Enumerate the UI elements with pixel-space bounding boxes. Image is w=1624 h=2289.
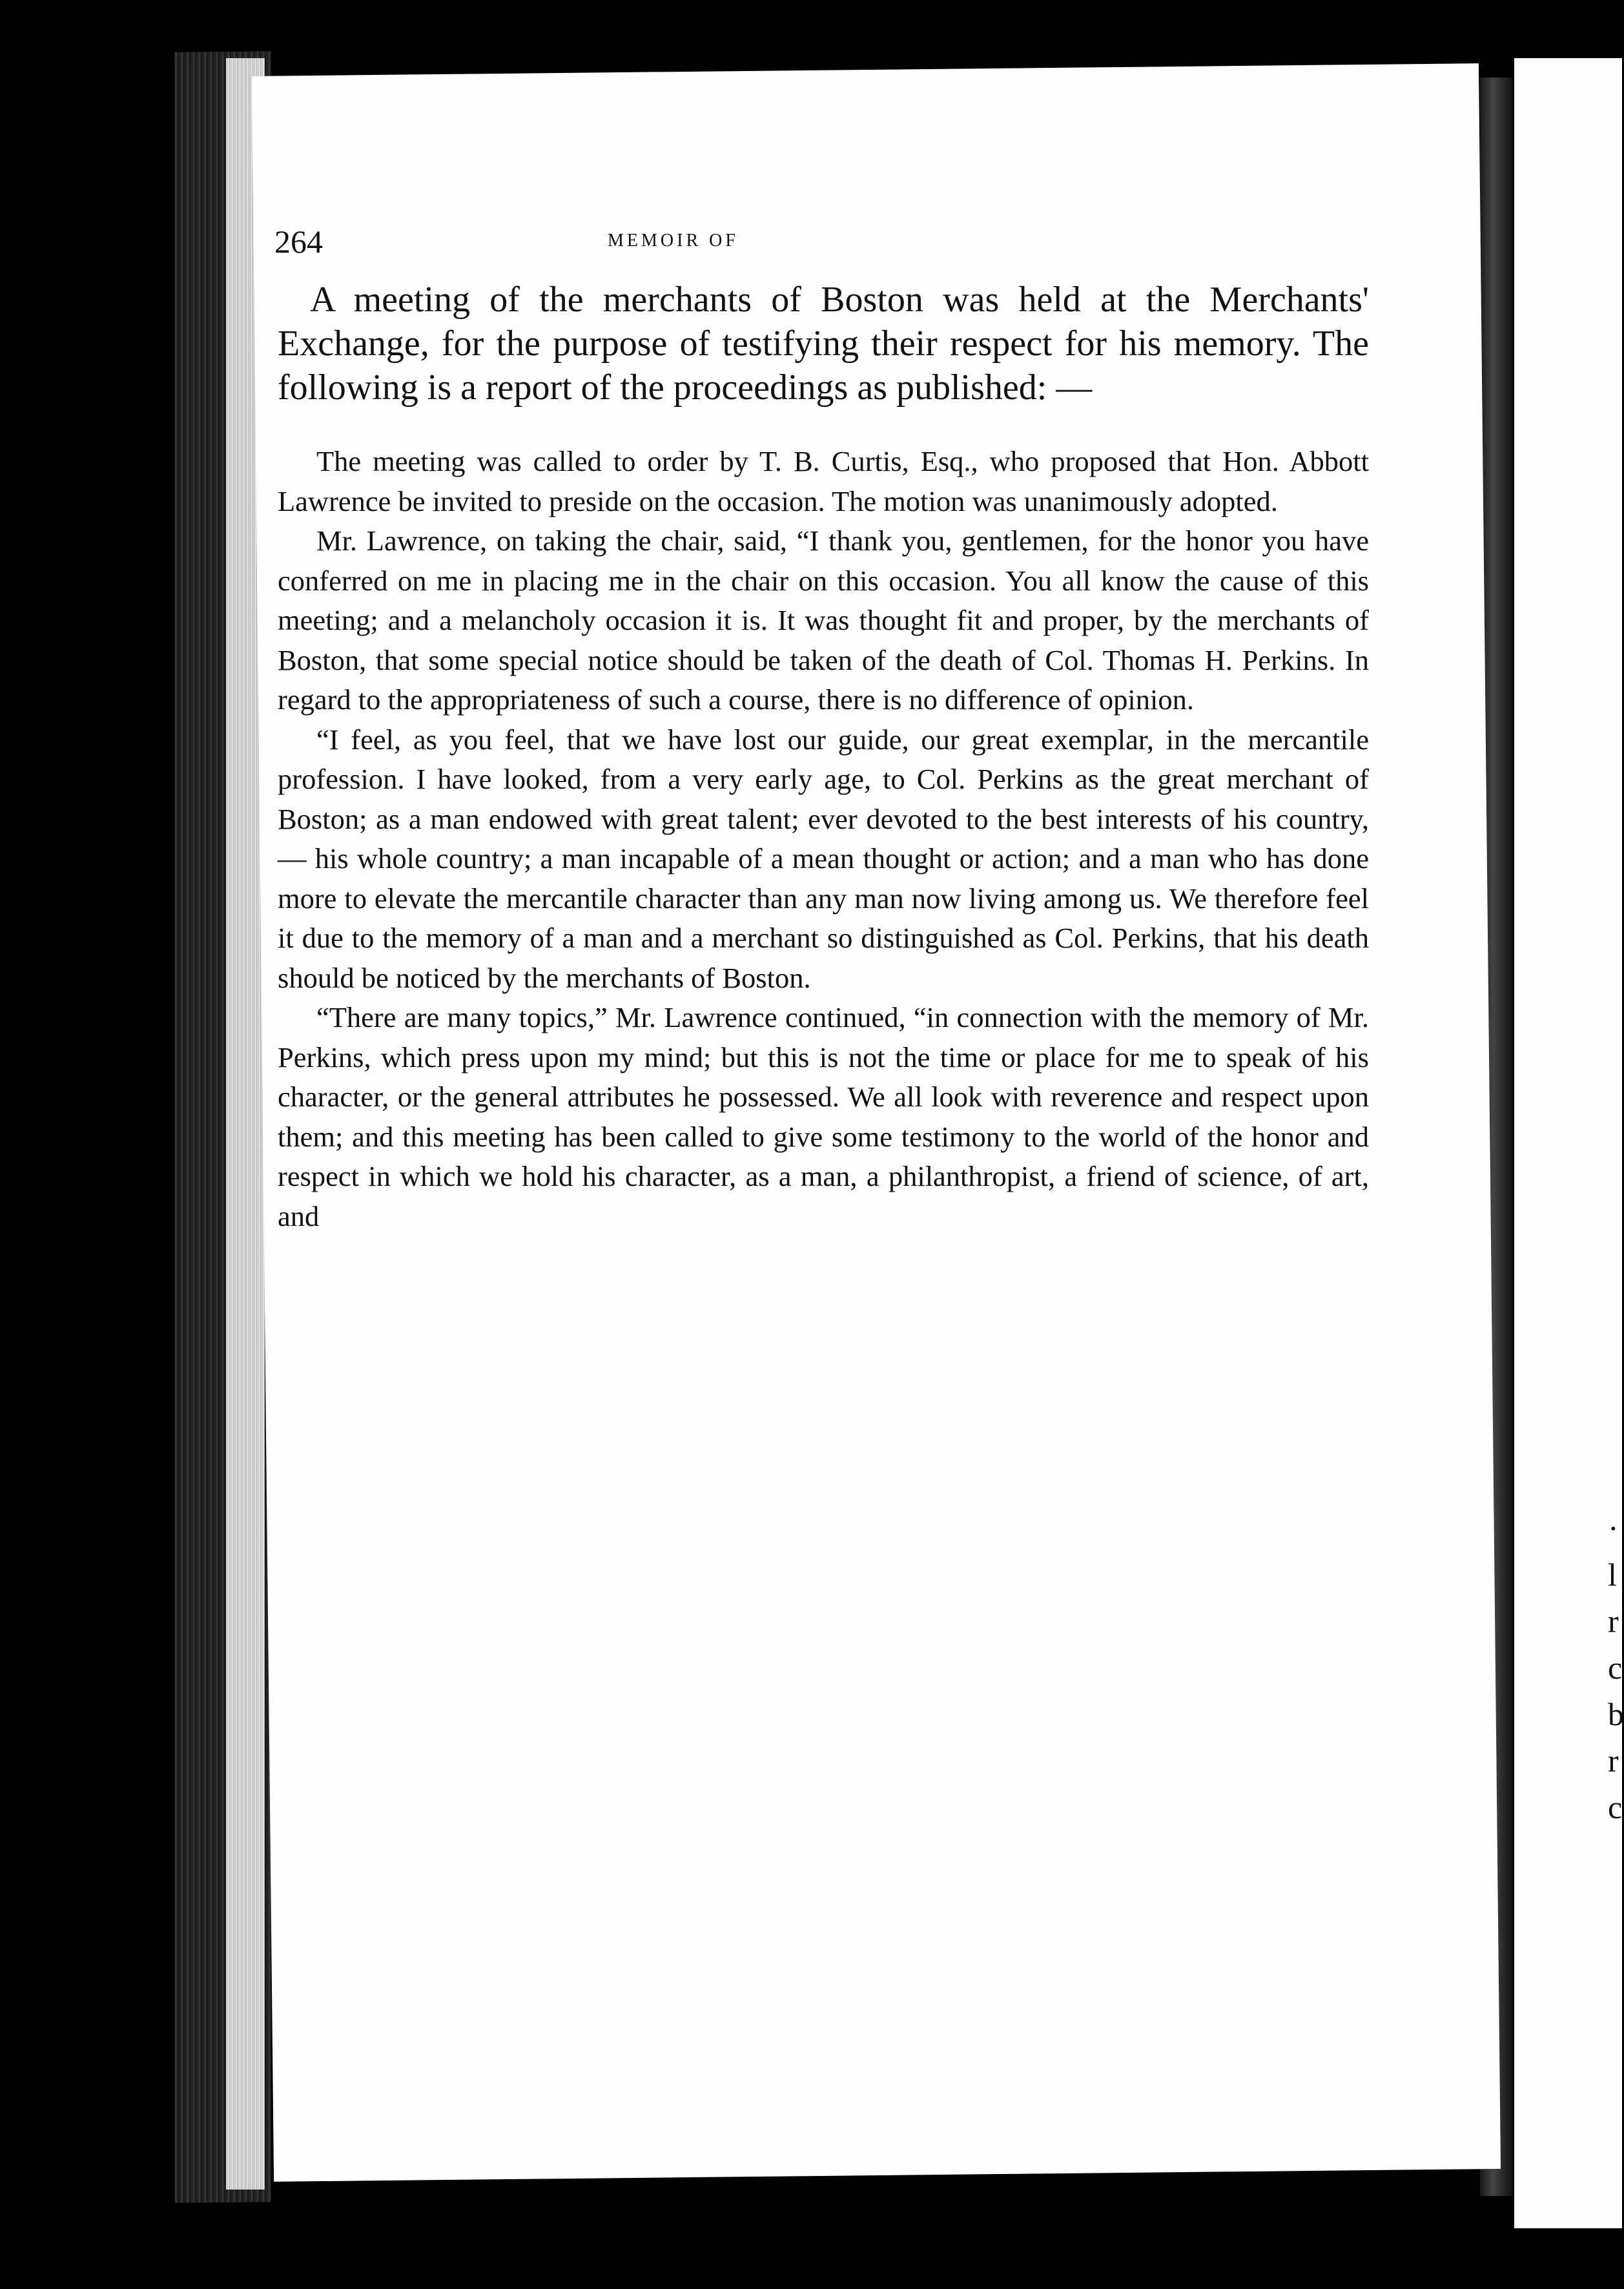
body-paragraph-1: The meeting was called to order by T. B. Curtis, Esq., who proposed that Hon. Abbott Lawrence be invited to preside on the occasion. The motion was unanimously adopted. [278,445,1369,517]
page-body [278,278,1369,1236]
facing-page [1514,58,1622,2228]
body-paragraph-4: “There are many topics,” Mr. Lawrence continued, “in connection with the memory of Mr. Perkins, which press upon my mind; but this is not the time or place for me to speak of his character, or the general attributes he possessed. We all look with reverence and respect upon them; and this meeting has been called to give some testimony to the world of the honor and respect in which we hold his character, as a man, a philanthropist, a friend of science, of art, and [278,1001,1369,1232]
intro-paragraph: A meeting of the merchants of Boston was held at the Merchants' Exchange, for the purpose of testifying their respect for his memory. The following is a report of the proceedings as published: — [278,280,1369,408]
facing-page-text-fragment: · l r c b r c [1608,1510,1624,1825]
body-paragraph-3: “I feel, as you feel, that we have lost our guide, our great exemplar, in the mercantile profession. I have looked, from a very early age, to Col. Perkins as the great merchant of Boston; as a man endowed with great talent; ever devoted to the best interests of his country, — his whole country; a man incapable of a mean thought or action; and a man who has done more to elevate the mercantile character than any man now living among us. We therefore feel it due to the memory of a man and a merchant so distinguished as Col. Perkins, that his death should be noticed by the merchants of Boston. [278,723,1369,994]
body-paragraph-2: Mr. Lawrence, on taking the chair, said, “I thank you, gentlemen, for the honor you have conferred on me in placing me in the chair on this occasion. You all know the cause of this meeting; and a melancholy occasion it is. It was thought fit and proper, by the merchants of Boston, that some special notice should be taken of the death of Col. Thomas H. Perkins. In regard to the appropriateness of such a course, there is no difference of opinion. [278,524,1369,716]
running-head: MEMOIR OF [608,231,739,251]
page-number: 264 [274,223,323,260]
page-header [274,223,1036,268]
